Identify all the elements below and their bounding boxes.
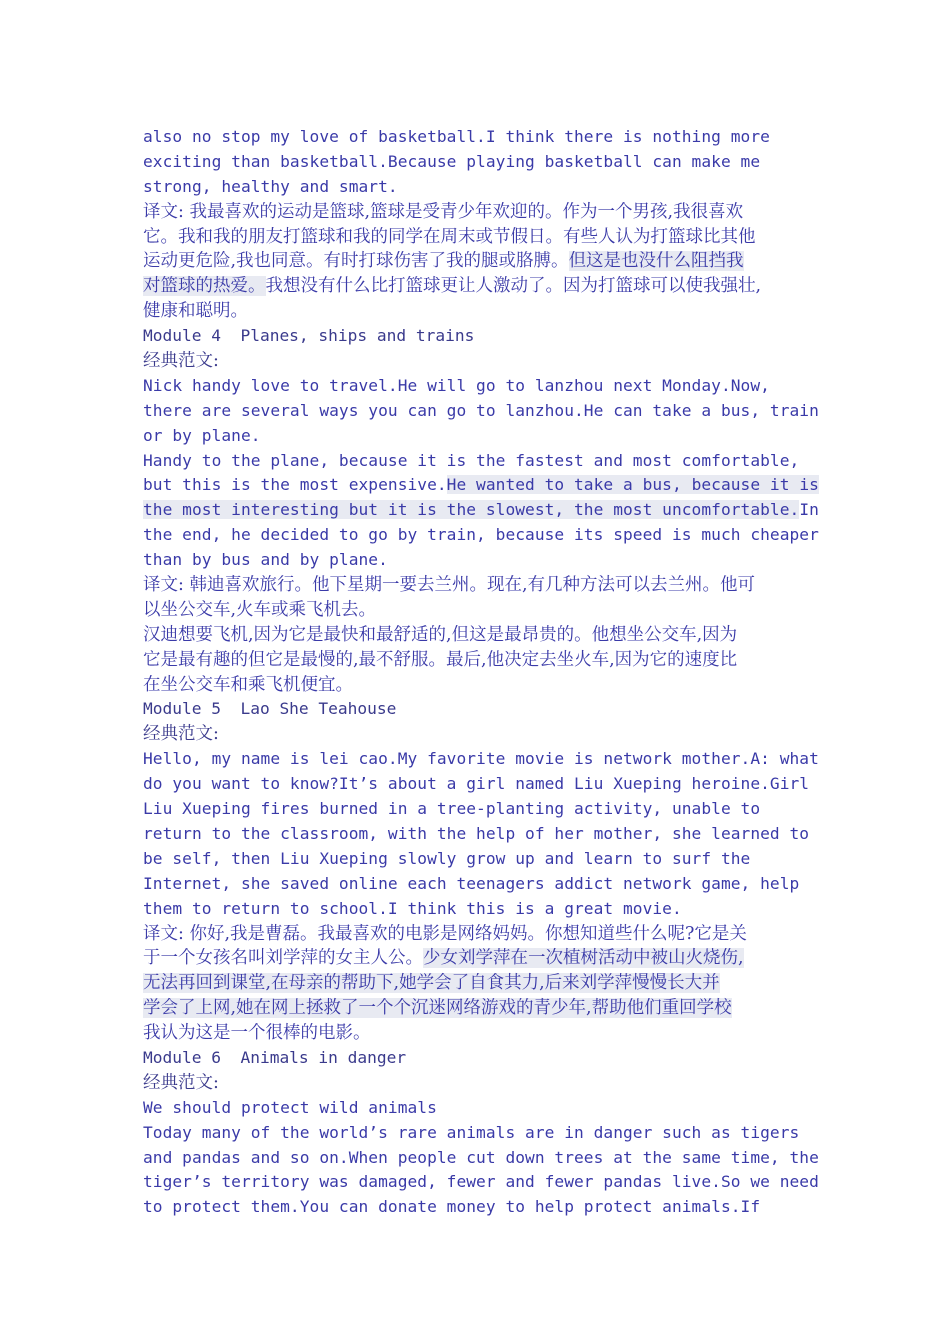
essay-line [143,747,819,772]
highlighted-text: 学会了上网,她在网上拯救了一个个沉迷网络游戏的青少年,帮助他们重回学校 [143,998,732,1019]
essay-line [143,175,813,200]
translation-line [143,623,813,648]
line-text: or by plane. [143,425,261,445]
essay-line [143,548,813,573]
essay-line [143,797,813,822]
line-text: 经典范文: [143,1072,219,1093]
line-text: 它。我和我的朋友打篮球和我的同学在周末或节假日。有些人认为打篮球比其他 [143,226,756,247]
line-text: 经典范文: [143,724,219,745]
line-text: Today many of the world’s rare animals are in danger such as tigers [143,1122,800,1142]
line-text: 以坐公交车,火车或乘飞机去。 [143,599,377,620]
line-text: exciting than basketball.Because playing basketball can make me [143,151,761,171]
line-text: Hello, my name is lei cao.My favorite movie is network mother.A: what [143,749,819,769]
line-text: strong, healthy and smart. [143,176,398,196]
highlighted-text: 但这是也没什么阻挡我 [568,251,744,272]
essay-line [143,498,819,523]
line-text: Internet, she saved online each teenagers addict network game, help [143,873,800,893]
essay-line [143,1195,813,1220]
essay-line [143,125,813,150]
essay-line [143,473,819,498]
line-text: In [799,500,819,520]
essay-line [143,1146,819,1171]
essay-line [143,1096,813,1121]
translation-line [143,971,813,996]
line-text: Module 4 Planes, ships and trains [143,326,475,346]
essay-line [143,374,813,399]
line-text: 运动更危险,我也同意。有时打球伤害了我的腿或胳膊。 [143,251,569,272]
essay-line [143,772,813,797]
line-text: also no stop my love of basketball.I think there is nothing more [143,127,770,146]
essay-line [143,449,813,474]
essay-line [143,847,813,872]
translation-line [143,274,813,299]
line-text: be self, then Liu Xueping slowly grow up and learn to surf the [143,848,751,868]
module-heading [143,324,813,349]
translation-line [143,1021,813,1046]
line-text: 译文: 韩迪喜欢旅行。他下星期一要去兰州。现在,有几种方法可以去兰州。他可 [143,575,756,596]
highlighted-text: 少女刘学萍在一次植树活动中被山火烧伤, [423,948,744,969]
line-text: them to return to school.I think this is a great movie. [143,898,682,918]
line-text: 健康和聪明。 [143,301,248,322]
essay-line [143,872,813,897]
translation-line [143,573,813,598]
translation-line [143,648,813,673]
line-text: Module 5 Lao She Teahouse [143,699,397,719]
translation-line [143,225,813,250]
line-text: Nick handy love to travel.He will go to lanzhou next Monday.Now, [143,375,770,395]
section-label [143,1071,813,1096]
section-label [143,349,813,374]
translation-line [143,249,813,274]
highlighted-text: 对篮球的热爱。 [143,276,266,297]
line-text: 经典范文: [143,351,219,372]
essay-line [143,399,819,424]
line-text: 它是最有趣的但它是最慢的,最不舒服。最后,他决定去坐火车,因为它的速度比 [143,649,738,670]
line-text: there are several ways you can go to lanzhou.He can take a bus, train [143,400,819,420]
line-text: tiger’s territory was damaged, fewer and fewer pandas live.So we need [143,1172,819,1192]
essay-line [143,424,813,449]
line-text: return to the classroom, with the help of her mother, she learned to [143,823,810,843]
line-text: 我想没有什么比打篮球更让人激动了。因为打篮球可以使我强壮, [265,276,762,297]
line-text: Module 6 Animals in danger [143,1047,407,1067]
essay-line [143,1170,819,1195]
essay-line [143,1121,813,1146]
line-text: 汉迪想要飞机,因为它是最快和最舒适的,但这是最昂贵的。他想坐公交车,因为 [143,624,738,645]
document-body [143,125,819,1220]
module-heading [143,697,813,722]
essay-line [143,523,819,548]
line-text: the end, he decided to go by train, because its speed is much cheaper [143,525,819,545]
line-text: 译文: 你好,我是曹磊。我最喜欢的电影是网络妈妈。你想知道些什么呢?它是关 [143,923,747,944]
highlighted-text: He wanted to take a bus, because it is [446,475,819,495]
line-text: and pandas and so on.When people cut down trees at the same time, the [143,1147,819,1167]
translation-line [143,922,813,947]
translation-line [143,996,813,1021]
line-text: 我认为这是一个很棒的电影。 [143,1023,371,1044]
line-text: 译文: 我最喜欢的运动是篮球,篮球是受青少年欢迎的。作为一个男孩,我很喜欢 [143,201,744,222]
translation-line [143,598,813,623]
line-text: but this is the most expensive. [143,475,447,495]
line-text: Liu Xueping fires burned in a tree-planting activity, unable to [143,799,761,819]
line-text: than by bus and by plane. [143,550,388,570]
highlighted-text: 无法再回到课堂,在母亲的帮助下,她学会了自食其力,后来刘学萍慢慢长大并 [143,973,720,994]
module-heading [143,1046,813,1071]
essay-line [143,150,813,175]
line-text: We should protect wild animals [143,1097,437,1117]
essay-line [143,897,813,922]
highlighted-text: the most interesting but it is the slowest, the most uncomfortable. [143,500,800,520]
translation-line [143,946,813,971]
line-text: Handy to the plane, because it is the fastest and most comfortable, [143,450,800,470]
line-text: to protect them.You can donate money to help protect animals.If [143,1197,761,1217]
line-text: 在坐公交车和乘飞机便宜。 [143,674,353,695]
translation-line [143,673,813,698]
translation-line [143,299,813,324]
translation-line [143,200,813,225]
section-label [143,722,813,747]
line-text: do you want to know?It’s about a girl named Liu Xueping heroine.Girl [143,774,810,794]
line-text: 于一个女孩名叫刘学萍的女主人公。 [143,948,423,969]
essay-line [143,822,813,847]
